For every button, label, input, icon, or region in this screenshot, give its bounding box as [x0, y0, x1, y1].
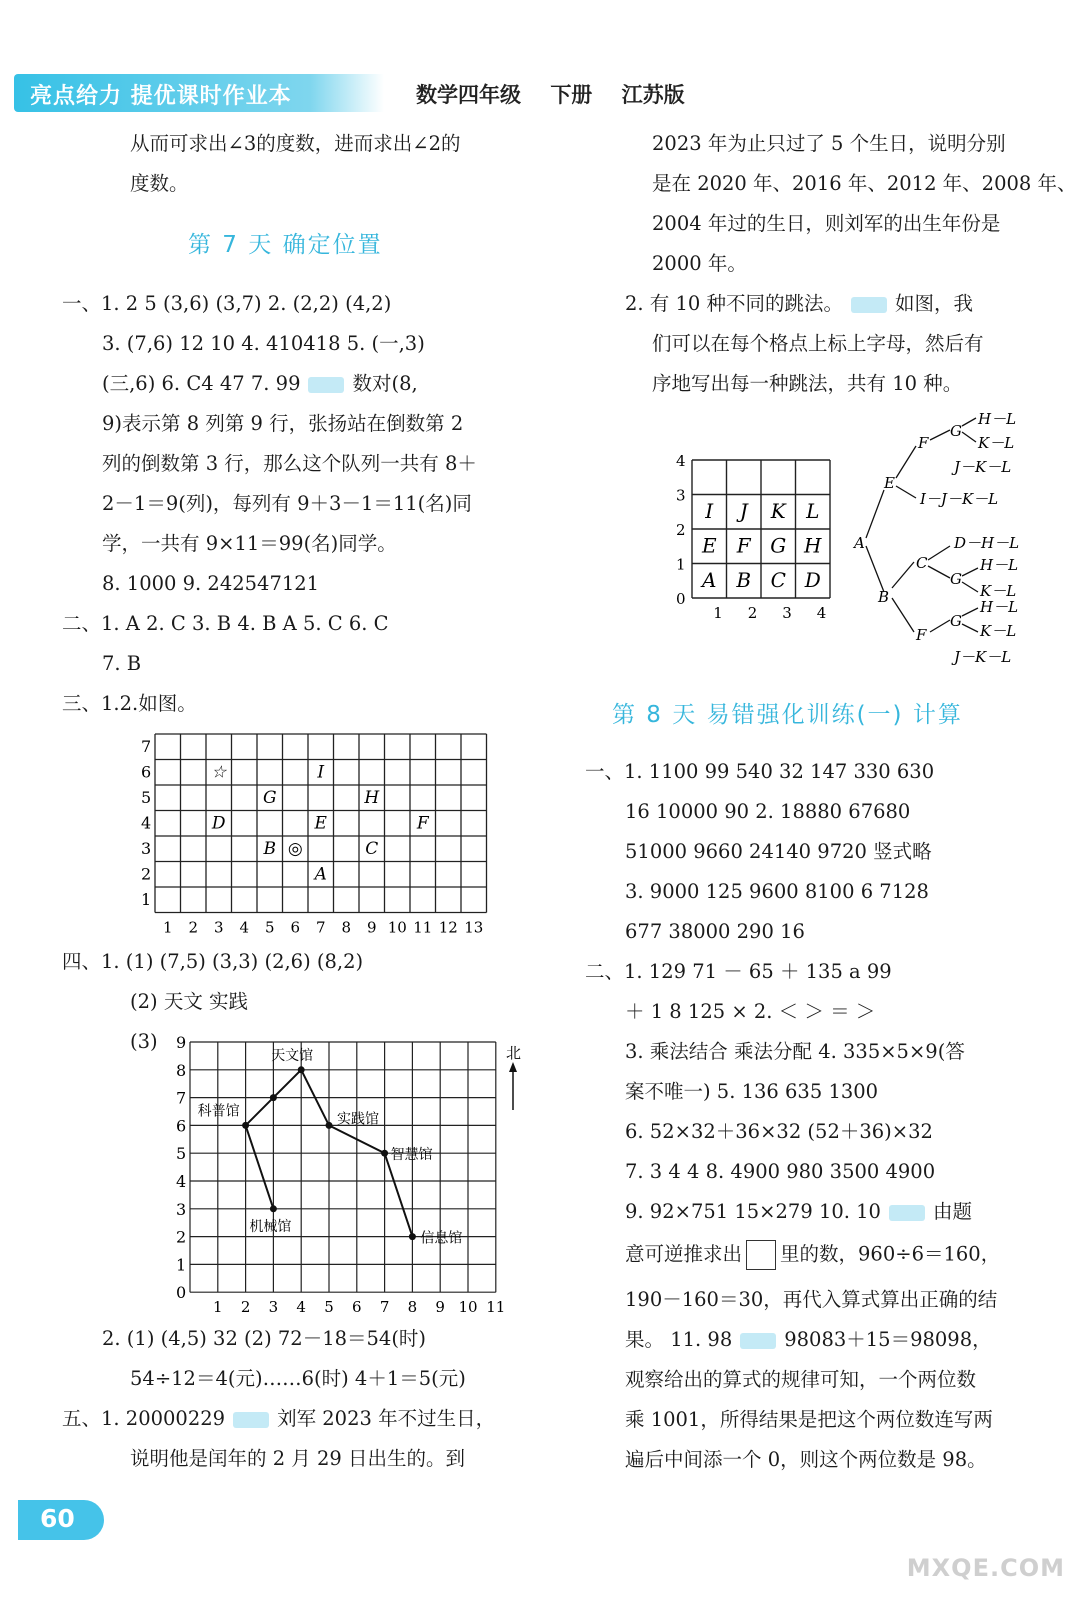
- y-tick-label: 5: [176, 1144, 187, 1164]
- text-line: 3. 9000 125 9600 8100 6 7128: [625, 880, 929, 903]
- tree-node: H－L: [980, 598, 1019, 616]
- cell-letter: D: [804, 567, 821, 592]
- tree-node: G: [950, 422, 962, 440]
- tree-node: K－L: [980, 582, 1017, 600]
- tree-edge: [962, 582, 978, 592]
- tree-node: A: [854, 534, 865, 552]
- point-label: ◎: [287, 839, 303, 859]
- text-line: 7. 3 4 4 8. 4900 980 3500 4900: [625, 1160, 936, 1183]
- point-label: B: [263, 839, 276, 859]
- place-label: 天文馆: [271, 1047, 314, 1064]
- blank-box: [746, 1240, 776, 1270]
- tree-node: H－L: [980, 556, 1019, 574]
- text-line: 51000 9660 24140 9720 竖式略: [625, 840, 932, 863]
- text-seg: 五、1. 20000229: [62, 1407, 226, 1430]
- x-tick-label: 2: [240, 1298, 251, 1317]
- x-tick-label: 8: [341, 918, 352, 937]
- x-tick-label: 12: [438, 918, 458, 937]
- tree-edge: [896, 486, 916, 498]
- text-line: 6. 52×32＋36×32 (52＋36)×32: [625, 1120, 933, 1143]
- banner-text: 亮点给力 提优课时作业本: [30, 84, 292, 109]
- text-seg: 意可逆推求出: [625, 1242, 743, 1266]
- y-tick-label: 2: [676, 521, 686, 539]
- text-seg: 2. 有 10 种不同的跳法。: [625, 292, 844, 315]
- text-line: (2) 天文 实践: [130, 990, 249, 1013]
- text-line: 2. (1) (4,5) 32 (2) 72－18＝54(时): [102, 1327, 427, 1350]
- x-tick-label: 5: [324, 1298, 334, 1317]
- x-tick-label: 6: [352, 1298, 362, 1317]
- jump-tree-diagram: [850, 406, 1040, 668]
- x-tick-label: 9: [366, 918, 377, 937]
- route-point: [409, 1233, 416, 1240]
- place-label: 智慧馆: [390, 1147, 433, 1164]
- text-line: [102, 370, 418, 398]
- text-line: 3. 乘法结合 乘法分配 4. 335×5×9(答: [625, 1040, 965, 1063]
- text-line: 乘 1001，所得结果是把这个两位数连写两: [625, 1408, 993, 1431]
- place-label: 科普馆: [197, 1103, 240, 1120]
- tree-edge: [896, 446, 916, 478]
- cell-letter: G: [770, 533, 787, 558]
- text-line: 16 10000 90 2. 18880 67680: [625, 800, 911, 823]
- cell-letter: H: [804, 533, 822, 558]
- tree-node: C: [916, 554, 928, 572]
- x-tick-label: 3: [782, 604, 792, 622]
- route-point: [242, 1122, 249, 1129]
- place-label: 信息馆: [420, 1230, 463, 1247]
- y-tick-label: 6: [141, 762, 152, 782]
- text-line: 案不唯一) 5. 136 635 1300: [625, 1080, 879, 1103]
- x-tick-label: 13: [464, 918, 484, 937]
- x-tick-label: 2: [188, 918, 199, 937]
- text-line: 度数。: [130, 172, 189, 195]
- text-line: 四、1. (1) (7,5) (3,3) (2,6) (8,2): [62, 950, 364, 973]
- y-tick-label: 5: [141, 788, 152, 807]
- tip-icon: [233, 1412, 269, 1428]
- route-point: [270, 1205, 277, 1212]
- route-point: [270, 1094, 277, 1101]
- text-line: 9)表示第 8 列第 9 行，张扬站在倒数第 2: [102, 412, 464, 435]
- text-line: 们可以在每个格点上标上字母，然后有: [652, 332, 984, 355]
- text-line: 从而可求出∠3的度数，进而求出∠2的: [130, 132, 461, 155]
- watermark: MXQE.COM: [906, 1554, 1065, 1582]
- y-tick-label: 8: [176, 1060, 187, 1080]
- section-title-day8: 第 8 天 易错强化训练(一) 计算: [612, 702, 963, 728]
- tip-icon: [308, 377, 344, 393]
- x-tick-label: 3: [268, 1298, 279, 1317]
- tree-node: J－K－L: [954, 458, 1012, 476]
- cell-letter: E: [701, 533, 717, 558]
- text-line: 190－160＝30，再代入算式算出正确的结: [625, 1288, 998, 1311]
- text-line: 三、1.2.如图。: [62, 692, 197, 715]
- point-label: A: [314, 864, 327, 885]
- tree-node: E: [884, 474, 895, 492]
- north-label: 北: [506, 1044, 522, 1062]
- text-line: 2004 年过的生日，则刘军的出生年份是: [652, 212, 1001, 235]
- tip-icon: [851, 297, 887, 313]
- y-tick-label: 1: [141, 890, 152, 909]
- x-tick-label: 6: [290, 918, 301, 937]
- x-tick-label: 1: [713, 604, 723, 622]
- text-line: 2000 年。: [652, 252, 747, 275]
- volume: 下册: [550, 83, 593, 107]
- x-tick-label: 5: [264, 918, 275, 937]
- text-line: 677 38000 290 16: [625, 920, 805, 943]
- cell-letter: C: [770, 567, 786, 592]
- text-line: 2023 年为止只过了 5 个生日，说明分别: [652, 132, 1006, 155]
- tree-node: K－L: [978, 434, 1015, 452]
- x-tick-label: 4: [296, 1298, 306, 1317]
- text-seg: 刘军 2023 年不过生日，: [277, 1407, 496, 1430]
- tree-edge: [866, 490, 884, 538]
- text-seg: 果。 11. 98: [625, 1328, 733, 1351]
- text-line: [625, 1326, 992, 1354]
- text-line: 一、1. 2 5 (3,6) (3,7) 2. (2,2) (4,2): [62, 292, 392, 315]
- text-seg: (三,6) 6. C4 47 7. 99: [102, 372, 301, 395]
- y-tick-label: 7: [176, 1088, 187, 1108]
- tree-edge: [962, 568, 978, 576]
- tree-node: J－K－L: [954, 648, 1012, 666]
- x-tick-label: 3: [213, 918, 224, 937]
- tree-edge: [930, 620, 950, 632]
- tree-node: D－H－L: [954, 534, 1020, 552]
- text-line: [625, 290, 973, 318]
- route-line: [246, 1125, 274, 1208]
- letter-grid-3: [672, 452, 842, 624]
- text-line: 7. B: [102, 652, 142, 675]
- y-tick-label: 3: [676, 486, 686, 505]
- x-tick-label: 10: [387, 918, 407, 937]
- page-number-badge: [18, 1500, 104, 1540]
- text-seg: 9. 92×751 15×279 10. 10: [625, 1200, 881, 1223]
- tree-edge: [930, 430, 950, 440]
- text-line: 遍后中间添一个 0，则这个两位数是 98。: [625, 1448, 987, 1471]
- coordinate-grid-1: [125, 728, 505, 940]
- x-tick-label: 1: [162, 918, 173, 937]
- tree-edge: [962, 608, 978, 616]
- cell-letter: L: [806, 498, 820, 523]
- x-tick-label: 7: [379, 1298, 390, 1317]
- tree-node: I－J－K－L: [920, 490, 999, 508]
- x-tick-label: 7: [315, 918, 326, 937]
- y-tick-label: 3: [176, 1199, 187, 1219]
- route-point: [381, 1150, 388, 1157]
- q3-label: (3): [130, 1030, 158, 1053]
- tree-edge: [892, 598, 914, 632]
- page-number: 60: [40, 1504, 75, 1533]
- text-line: 列的倒数第 3 行，那么这个队列一共有 8＋: [102, 452, 477, 475]
- y-tick-label: 4: [141, 813, 152, 833]
- map-grid-2: [170, 1028, 540, 1320]
- place-label: 实践馆: [337, 1111, 379, 1128]
- y-tick-label: 4: [676, 452, 686, 470]
- cell-letter: K: [770, 498, 786, 523]
- y-tick-label: 1: [676, 555, 686, 574]
- tree-edge: [962, 418, 976, 426]
- text-line: 2－1＝9(列)，每列有 9＋3－1＝11(名)同: [102, 492, 472, 515]
- text-line: [625, 1240, 1000, 1270]
- cell-letter: F: [736, 533, 751, 558]
- y-tick-label: 4: [176, 1172, 187, 1191]
- text-line: 观察给出的算式的规律可知，一个两位数: [625, 1368, 977, 1391]
- text-line: 8. 1000 9. 242547121: [102, 572, 320, 595]
- text-seg: 如图，我: [895, 292, 974, 315]
- subject: 数学四年级: [416, 83, 521, 107]
- point-label: ☆: [211, 762, 227, 783]
- cell-letter: J: [739, 498, 748, 523]
- cell-letter: I: [705, 498, 714, 523]
- text-line: 一、1. 1100 99 540 32 147 330 630: [585, 760, 935, 783]
- y-tick-label: 3: [141, 839, 152, 858]
- tree-node: F: [918, 434, 929, 452]
- y-tick-label: 9: [176, 1033, 187, 1052]
- x-tick-label: 4: [239, 918, 250, 937]
- x-tick-label: 9: [435, 1298, 445, 1317]
- y-tick-label: 0: [676, 590, 686, 608]
- x-tick-label: 11: [486, 1298, 506, 1317]
- tree-node: H－L: [978, 410, 1017, 428]
- point-label: I: [317, 762, 325, 783]
- tree-node: B: [878, 588, 890, 606]
- text-seg: 98083＋15＝98098，: [784, 1328, 992, 1351]
- point-label: D: [211, 813, 226, 834]
- tree-edge: [928, 566, 950, 578]
- text-line: 3. (7,6) 12 10 4. 410418 5. (一,3): [102, 332, 425, 355]
- text-line: 序地写出每一种跳法，共有 10 种。: [652, 372, 963, 395]
- y-tick-label: 2: [176, 1227, 187, 1247]
- tree-edge: [866, 546, 884, 592]
- text-line: 是在 2020 年、2016 年、2012 年、2008 年、: [652, 172, 1077, 195]
- x-tick-label: 11: [413, 918, 433, 937]
- edition: 江苏版: [621, 83, 685, 107]
- tree-node: F: [916, 626, 927, 644]
- point-label: F: [416, 813, 429, 834]
- text-seg: 由题: [932, 1200, 972, 1223]
- tree-node: G: [950, 570, 962, 588]
- x-tick-label: 8: [407, 1298, 418, 1317]
- y-tick-label: 7: [141, 737, 152, 756]
- header-title: [416, 79, 707, 109]
- route-point: [326, 1122, 333, 1129]
- x-tick-label: 1: [213, 1298, 223, 1317]
- text-line: 二、1. 129 71 － 65 ＋ 135 a 99: [585, 960, 892, 983]
- y-tick-label: 2: [141, 864, 152, 884]
- cell-letter: A: [702, 567, 717, 592]
- point-label: E: [314, 813, 327, 834]
- text-line: 学，一共有 9×11＝99(名)同学。: [102, 532, 397, 555]
- tip-icon: [740, 1333, 776, 1349]
- text-seg: 数对(8,: [352, 372, 418, 395]
- y-tick-label: 6: [176, 1116, 187, 1136]
- x-tick-label: 4: [816, 604, 827, 622]
- text-line: ＋ 1 8 125 × 2. ＜ ＞ ＝ ＞: [625, 1000, 876, 1023]
- text-seg: 里的数，960÷6＝160，: [780, 1242, 1001, 1266]
- north-arrow-head: [509, 1062, 517, 1072]
- text-line: [625, 1198, 972, 1226]
- tree-node: G: [950, 612, 962, 630]
- header-banner: [14, 74, 384, 112]
- route-point: [298, 1066, 305, 1073]
- tree-edge: [928, 546, 950, 560]
- tree-edge: [962, 432, 976, 442]
- y-tick-label: 0: [176, 1283, 187, 1303]
- point-label: H: [364, 788, 380, 808]
- tree-edge: [962, 624, 978, 632]
- place-label: 机械馆: [249, 1218, 292, 1235]
- x-tick-label: 10: [458, 1298, 478, 1317]
- section-title-day7: 第 7 天 确定位置: [188, 232, 383, 258]
- text-line: 54÷12＝4(元)……6(时) 4＋1＝5(元): [130, 1367, 466, 1390]
- tree-node: K－L: [980, 622, 1017, 640]
- cell-letter: B: [736, 567, 752, 592]
- x-tick-label: 2: [747, 604, 758, 622]
- y-tick-label: 1: [176, 1255, 187, 1275]
- point-label: C: [365, 839, 379, 859]
- text-line: 二、1. A 2. C 3. B 4. B A 5. C 6. C: [62, 612, 389, 635]
- tree-edge: [892, 562, 914, 588]
- text-line: 说明他是闰年的 2 月 29 日出生的。到: [130, 1447, 466, 1470]
- point-label: G: [262, 788, 277, 808]
- text-line: [62, 1405, 495, 1433]
- tip-icon: [889, 1205, 925, 1221]
